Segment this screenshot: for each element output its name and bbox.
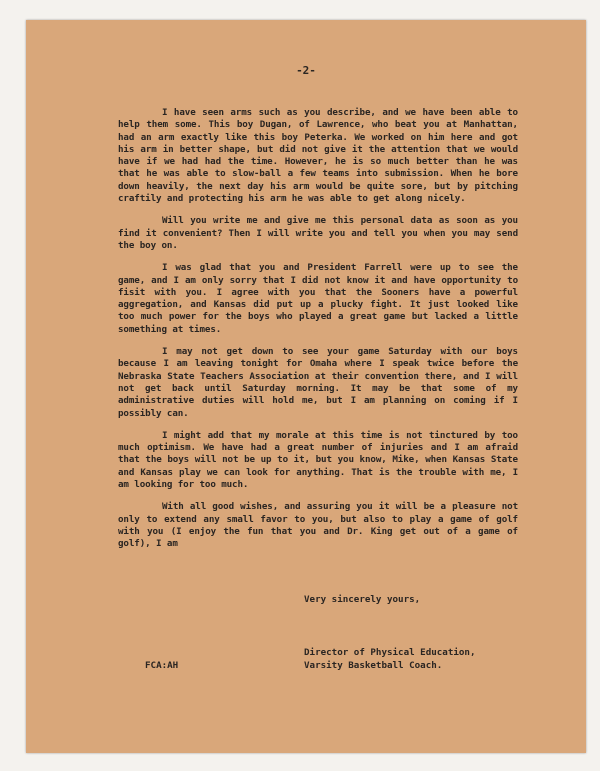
reference-initials: FCA:AH bbox=[145, 660, 179, 671]
letter-body bbox=[118, 107, 518, 561]
paragraph-personal-data: Will you write me and give me this personal data as soon as you find it convenient? Then I will write you and tell you when you may send the boy on. bbox=[118, 215, 518, 251]
signature-title-1: Director of Physical Education, bbox=[304, 647, 476, 658]
paragraph-omaha: I may not get down to see your game Saturday with our boys because I am leaving tonight for Omaha where I speak twice before the Nebraska State Teachers Association at their convention there, and I will not get back until Saturday morning. It may be that some of my administrative duties will hold me, but I am planning on coming if I possibly can. bbox=[118, 346, 518, 419]
signature-title-2: Varsity Basketball Coach. bbox=[304, 660, 443, 671]
page-number: -2- bbox=[296, 64, 316, 77]
paragraph-game: I was glad that you and President Farrell were up to see the game, and I am only sorry that I did not know it and have opportunity to fisit with you. I agree with you that the Sooners have a powerful aggregation, and Kansas did put up a plucky fight. It just looked like too much power for the boys who played a great game but lacked a little something at times. bbox=[118, 262, 518, 335]
signature-block bbox=[304, 646, 475, 672]
paragraph-wishes: With all good wishes, and assuring you it will be a pleasure not only to extend any small favor to you, but also to play a game of golf with you (I enjoy the fun that you and Dr. King get out of a game of golf), I am bbox=[118, 501, 518, 550]
paragraph-morale: I might add that my morale at this time is not tinctured by too much optimism. We have had a great number of injuries and I am afraid that the boys will not be up to it, but you know, Mike, when Kansas State and Kansas play we can look for anything. That is the trouble with me, I am looking for too much. bbox=[118, 429, 518, 491]
paragraph-arms: I have seen arms such as you describe, and we have been able to help them some. This boy Dugan, of Lawrence, who beat you at Manhattan, had an arm exactly like this boy Peterka. We worked on him here and got his arm in better shape, but did not give it the attention that we would have if we had had the time. However, he is so much better than he was that he was able to slow-ball a few teams into submission. When he bore down heavily, the next day his arm would be quite sore, but by pitching craftily and protecting his arm he was able to get along nicely. bbox=[118, 107, 518, 205]
closing: Very sincerely yours, bbox=[304, 594, 421, 605]
letter-page bbox=[26, 20, 586, 753]
